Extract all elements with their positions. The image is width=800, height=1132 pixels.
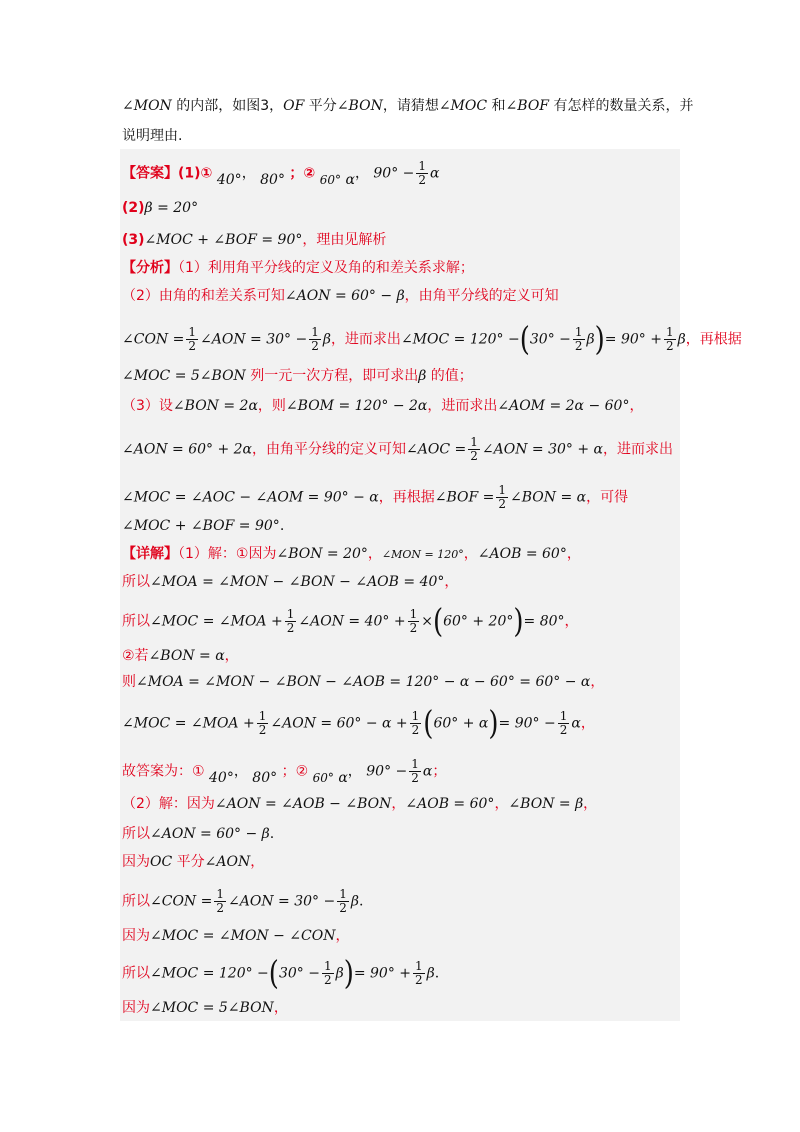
detail-line-8: （2）解：因为∠AON = ∠AOB − ∠BON，∠AOB = 60°，∠BON = β， (122, 796, 598, 812)
math: β = 20° (144, 200, 199, 216)
analysis-line-5: （3）设∠BON = 2α，则∠BOM = 120° − 2α，进而求出∠AOM = 2α − 60°， (122, 398, 644, 414)
math: 90° − (373, 165, 415, 182)
math: ∠BON (336, 98, 383, 114)
answer-line-1: 【答案】(1)① 40°， 80° ；② 60° α， 90° − $\frac{1}{2}$ α (122, 159, 440, 188)
analysis-line-8: ∠MOC + ∠BOF = 90°. (122, 518, 285, 534)
analysis-line-3: ∠CON = $\frac{1}{2}$ ∠AON = 30° − $\frac{1}{2}$ β，进而求出∠MOC = 120° −(30° − $\frac{1}{2}$ β)= 90° + $\frac{1}{2}$ β，再根据 (122, 320, 742, 359)
detail-line-12: 因为∠MOC = ∠MON − ∠CON， (122, 928, 350, 944)
detail-line-4: ②若∠BON = α， (122, 648, 239, 664)
answer-line-3 (122, 230, 386, 250)
text: 的内部，如图3， (171, 98, 284, 114)
detail-line-5: 则∠MOA = ∠MON − ∠BON − ∠AOB = 120° − α − 60° = 60° − α， (122, 674, 605, 690)
answer-label: 【答案】(1)① (122, 165, 213, 182)
math: α (430, 165, 440, 182)
text: （1）利用角平分线的定义及角的和差关系求解； (178, 260, 474, 276)
text: 和 (487, 98, 506, 114)
text: ；② (289, 165, 316, 182)
detail-line-10: 因为OC 平分∠AON， (122, 854, 265, 870)
math: ∠MOC + ∠BOF = 90° (144, 232, 303, 248)
fraction: $\frac{1}{2}$ (418, 159, 427, 187)
analysis-line-4: ∠MOC = 5∠BON 列一元一次方程，即可求出β 的值； (122, 368, 473, 384)
detail-line-9: 所以∠AON = 60° − β. (122, 826, 275, 842)
text: 有怎样的数量关系，并 (549, 98, 694, 114)
analysis-line-2: （2）由角的和差关系可知∠AON = 60° − β，由角平分线的定义可知 (122, 288, 559, 304)
detail-label: 【详解】 (122, 546, 178, 562)
math: 40° (216, 171, 242, 188)
math: α (345, 171, 355, 188)
text: (3) (122, 232, 145, 248)
detail-line-14: 因为∠MOC = 5∠BON， (122, 1000, 288, 1016)
math: 60° (319, 172, 342, 187)
math: OF (283, 98, 305, 114)
analysis-label: 【分析】 (122, 260, 178, 276)
text: ，请猜想 (382, 98, 439, 114)
text: ， (354, 165, 369, 182)
analysis-line-1 (122, 258, 474, 278)
detail-line-7: 故答案为：① 40°， 80° ；② 60° α， 90° − $\frac{1}{2}$ α； (122, 757, 447, 786)
detail-line-6: ∠MOC = ∠MOA + $\frac{1}{2}$ ∠AON = 60° − α + $\frac{1}{2}$ (60° + α)= 90° − $\frac{1}{2}$ α， (122, 704, 595, 743)
detail-line-3: 所以∠MOC = ∠MOA + $\frac{1}{2}$ ∠AON = 40° + $\frac{1}{2}$ ×(60° + 20°)= 80°， (122, 602, 579, 641)
math: 80° (260, 171, 285, 188)
text: 平分 (304, 98, 337, 114)
question-line-2: 说明理由. (122, 128, 183, 144)
detail-line-13: 所以∠MOC = 120° −(30° − $\frac{1}{2}$ β)= 90° + $\frac{1}{2}$ β. (122, 954, 440, 993)
math: ∠BOF (505, 98, 550, 114)
question-line-1 (122, 96, 693, 116)
math: ∠MON (122, 98, 172, 114)
detail-line-1: 【详解】（1）解：①因为∠BON = 20°，∠MON = 120°，∠AOB = 60°， (122, 546, 581, 562)
text: ，理由见解析 (302, 232, 387, 248)
text: (2) (122, 200, 145, 216)
analysis-line-6: ∠AON = 60° + 2α，由角平分线的定义可知∠AOC = $\frac{1}{2}$ ∠AON = 30° + α，进而求出 (122, 435, 673, 463)
detail-line-11: 所以∠CON = $\frac{1}{2}$ ∠AON = 30° − $\frac{1}{2}$ β. (122, 887, 364, 915)
detail-line-2: 所以∠MOA = ∠MON − ∠BON − ∠AOB = 40°， (122, 574, 459, 590)
analysis-line-7: ∠MOC = ∠AOC − ∠AOM = 90° − α，再根据∠BOF = $\frac{1}{2}$ ∠BON = α，可得 (122, 483, 629, 511)
answer-line-2 (122, 198, 198, 218)
math: ∠MOC (438, 98, 488, 114)
